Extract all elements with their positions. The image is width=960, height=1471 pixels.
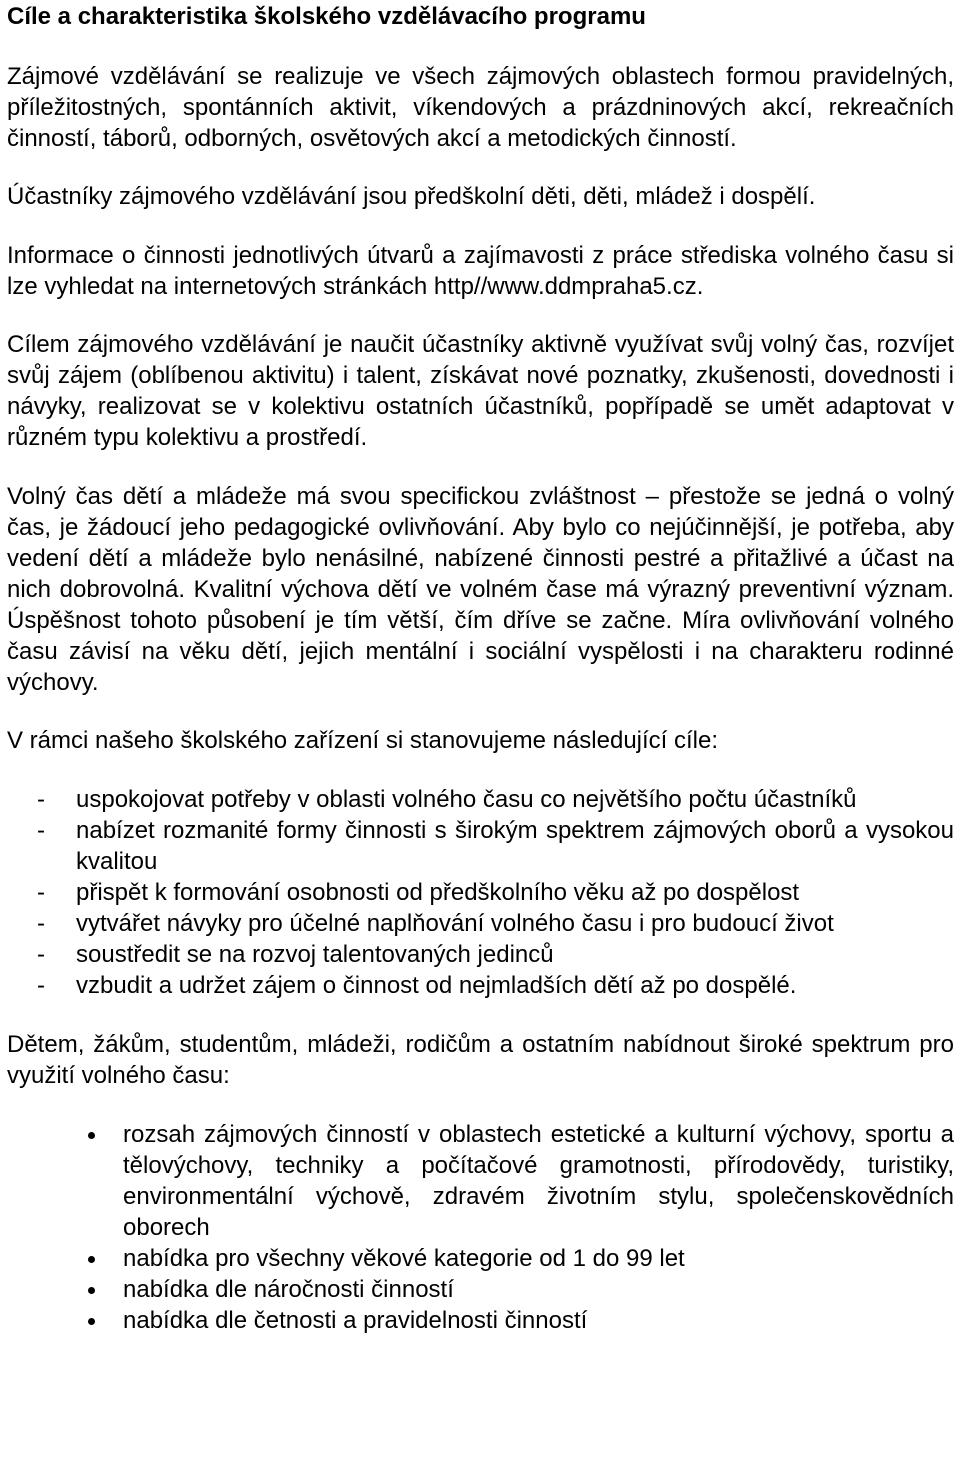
list-item (7, 908, 954, 939)
list-item (7, 815, 954, 877)
list-item-text: uspokojovat potřeby v oblasti volného času co největšího počtu účastníků (76, 786, 857, 813)
dash-marker: - (37, 941, 45, 968)
offers-list (7, 1119, 954, 1336)
list-item (7, 877, 954, 908)
list-item-text: nabídka dle četnosti a pravidelnosti činností (123, 1307, 588, 1334)
dash-marker: - (37, 879, 45, 906)
spacer (7, 1091, 954, 1119)
paragraph-aim: Cílem zájmového vzdělávání je naučit účastníky aktivně využívat svůj volný čas, rozvíjet svůj zájem (oblíbenou aktivitu) i talent, získávat nové poznatky, zkušenosti, dovednosti i návyky, realizovat se v kolektivu ostatních účastníků, popřípadě se umět adaptovat v různém typu kolektivu a prostředí. (7, 331, 954, 451)
goals-list (7, 784, 954, 1001)
spacer (7, 453, 954, 481)
spacer (7, 1001, 954, 1029)
list-item-text: nabízet rozmanité formy činnosti s širokým spektrem zájmových oborů a vysokou kvalitou (76, 817, 954, 875)
spacer (7, 302, 954, 329)
spacer (7, 31, 954, 61)
list-item-text: vytvářet návyky pro účelné naplňování volného času i pro budoucí život (76, 910, 834, 937)
list-item (7, 970, 954, 1001)
dash-marker: - (37, 817, 45, 844)
list-item-text: přispět k formování osobnosti od předškolního věku až po dospělost (76, 879, 800, 906)
spacer (7, 698, 954, 725)
paragraph-forms: Zájmové vzdělávání se realizuje ve všech zájmových oblastech formou pravidelných, příležitostných, spontánních aktivit, víkendových a prázdninových akcí, rekreačních činností, táborů, odborných, osvětových akcí a metodických činností. (7, 63, 954, 152)
paragraph-offer-intro: Dětem, žákům, studentům, mládeži, rodičům a ostatním nabídnout široké spektrum pro využití volného času: (7, 1031, 954, 1089)
dash-marker: - (37, 786, 45, 813)
document-title: Cíle a charakteristika školského vzdělávacího programu (7, 3, 646, 30)
list-item (7, 1119, 954, 1243)
bullet-icon (88, 1256, 95, 1263)
list-item-text: rozsah zájmových činností v oblastech estetické a kulturní výchovy, sportu a tělovýchovy, techniky a počítačové gramotnosti, přírodovědy, turistiky, environmentální výchově, zdravém životním stylu, společenskovědních oborech (123, 1121, 954, 1241)
dash-marker: - (37, 972, 45, 999)
paragraph-leisure: Volný čas dětí a mládeže má svou specifickou zvláštnost – přestože se jedná o volný čas, je žádoucí jeho pedagogické ovlivňování. Aby bylo co nejúčinnější, je potřeba, aby vedení dětí a mládeže bylo nenásilné, nabízené činnosti pestré a přitažlivé a účast na nich dobrovolná. Kvalitní výchova dětí ve volném čase má výrazný preventivní význam. Úspěšnost tohoto působení je tím větší, čím dříve se začne. Míra ovlivňování volného času závisí na věku dětí, jejich mentální i sociální vyspělosti i na charakteru rodinné výchovy. (7, 483, 954, 696)
bullet-icon (88, 1287, 95, 1294)
list-item (7, 939, 954, 970)
dash-marker: - (37, 910, 45, 937)
bullet-icon (88, 1318, 95, 1325)
list-item-text: vzbudit a udržet zájem o činnost od nejmladších dětí až po dospělé. (76, 972, 797, 999)
bullet-icon (88, 1132, 95, 1139)
list-item (7, 784, 954, 815)
paragraph-goals-intro: V rámci našeho školského zařízení si stanovujeme následující cíle: (7, 727, 719, 754)
paragraph-participants: Účastníky zájmového vzdělávání jsou předškolní děti, děti, mládež i dospělí. (7, 183, 816, 210)
list-item-text: soustředit se na rozvoj talentovaných jedinců (76, 941, 554, 968)
spacer (7, 212, 954, 240)
paragraph-information: Informace o činnosti jednotlivých útvarů a zajímavosti z práce střediska volného času si lze vyhledat na internetových stránkách http//www.ddmpraha5.cz. (7, 242, 954, 300)
list-item-text: nabídka dle náročnosti činností (123, 1276, 454, 1303)
list-item (7, 1243, 954, 1274)
document-page (0, 3, 960, 1336)
list-item-text: nabídka pro všechny věkové kategorie od 1 do 99 let (123, 1245, 685, 1272)
spacer (7, 154, 954, 181)
spacer (7, 756, 954, 784)
list-item (7, 1305, 954, 1336)
list-item (7, 1274, 954, 1305)
